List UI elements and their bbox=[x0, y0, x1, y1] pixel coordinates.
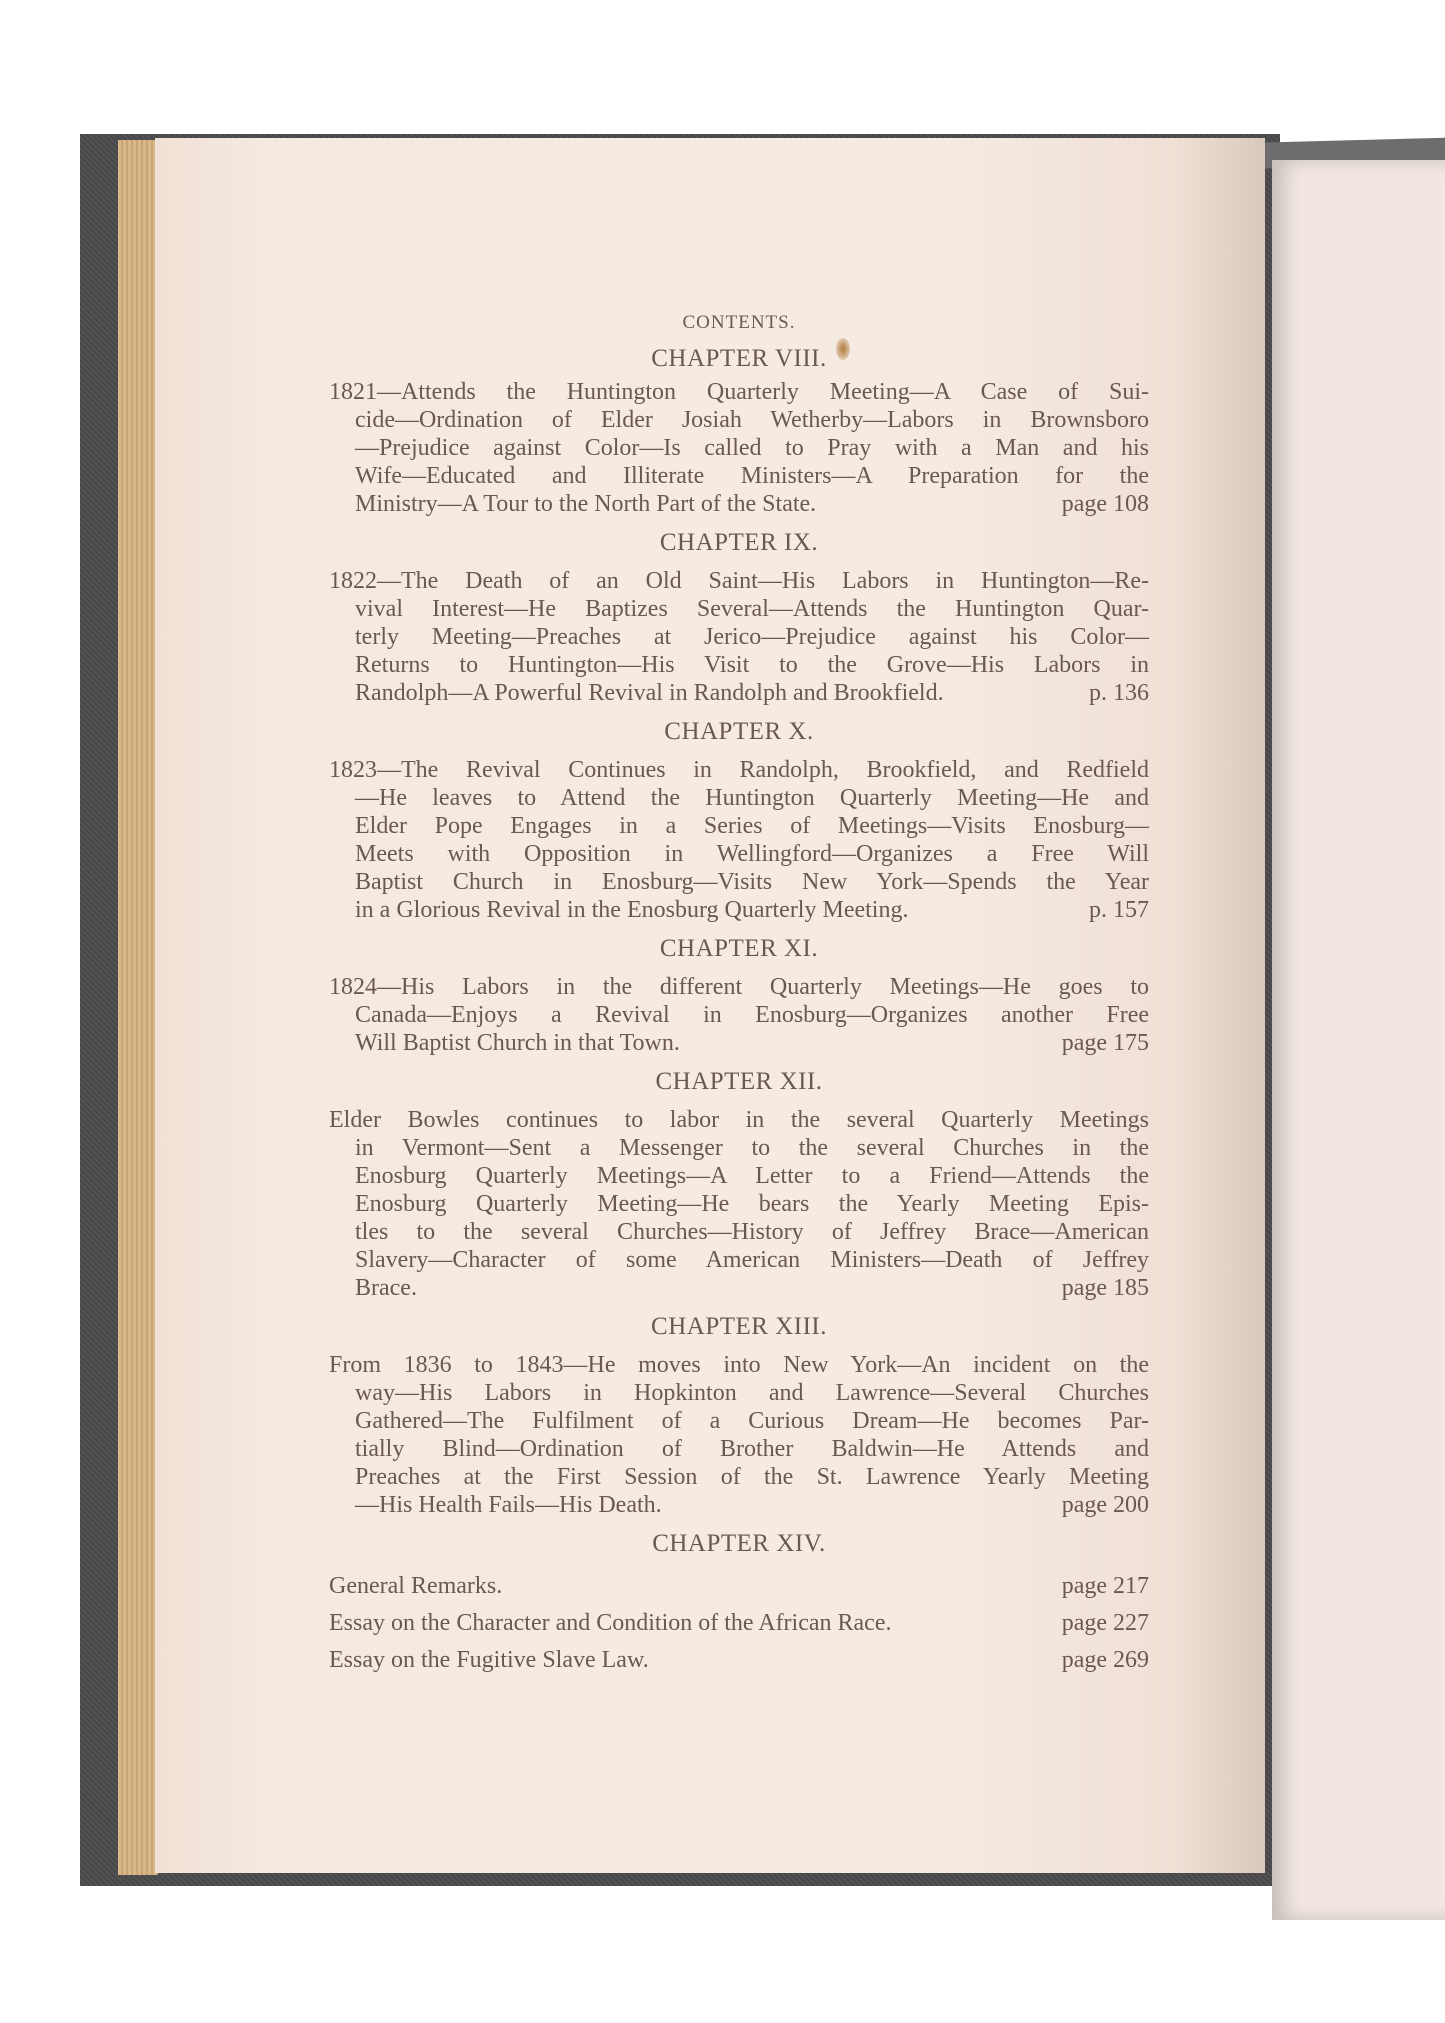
toc-entry bbox=[329, 1568, 1149, 1605]
toc-entry-line: tially Blind—Ordination of Brother Baldwin—He Attends and bbox=[355, 1436, 1149, 1462]
chapter-heading: CHAPTER IX. bbox=[659, 529, 819, 556]
toc-entry-line: in Vermont—Sent a Messenger to the several Churches in the bbox=[355, 1135, 1149, 1161]
entry-text: in a Glorious Revival in the Enosburg Quarterly Meeting. bbox=[355, 897, 909, 923]
toc-entry-line: 1823—The Revival Continues in Randolph, Brookfield, and Redfield bbox=[329, 757, 1149, 783]
chapter-section bbox=[329, 924, 1149, 1057]
entry-text: Brace. bbox=[355, 1275, 417, 1301]
toc-entry-last-line bbox=[329, 1274, 1149, 1302]
page-reference: page 269 bbox=[1061, 1647, 1149, 1673]
page-edges bbox=[118, 140, 158, 1875]
toc-entry-line: —Prejudice against Color—Is called to Pray with a Man and his bbox=[355, 435, 1149, 461]
page-reference: page 200 bbox=[1061, 1492, 1149, 1518]
toc-entry-line: Enosburg Quarterly Meeting—He bears the Yearly Meeting Epis- bbox=[355, 1191, 1149, 1217]
entry-text: Will Baptist Church in that Town. bbox=[355, 1030, 680, 1056]
chapter-heading: CHAPTER VIII. bbox=[651, 345, 827, 372]
chapter-heading: CHAPTER XIII. bbox=[651, 1313, 827, 1340]
entry-text: Essay on the Character and Condition of the African Race. bbox=[329, 1610, 892, 1636]
toc-entry-last-line bbox=[329, 1029, 1149, 1057]
toc-entry-line: cide—Ordination of Elder Josiah Wetherby—Labors in Brownsboro bbox=[355, 407, 1149, 433]
chapter-section bbox=[329, 1057, 1149, 1302]
toc-entry-line: way—His Labors in Hopkinton and Lawrence—Several Churches bbox=[355, 1380, 1149, 1406]
page-reference: page 217 bbox=[1061, 1573, 1149, 1599]
chapter-heading: CHAPTER XII. bbox=[655, 1068, 823, 1095]
toc-entry-line: Returns to Huntington—His Visit to the Grove—His Labors in bbox=[355, 652, 1149, 678]
toc-entry-line: Elder Pope Engages in a Series of Meetings—Visits Enosburg— bbox=[355, 813, 1149, 839]
toc-entry-line: Elder Bowles continues to labor in the several Quarterly Meetings bbox=[329, 1107, 1149, 1133]
toc-entry-line: Baptist Church in Enosburg—Visits New York—Spends the Year bbox=[355, 869, 1149, 895]
toc-entry bbox=[329, 1605, 1149, 1642]
chapter-section bbox=[329, 518, 1149, 707]
toc-entry-last-line bbox=[329, 490, 1149, 518]
entry-text: Ministry—A Tour to the North Part of the State. bbox=[355, 491, 817, 517]
page-reference: page 185 bbox=[1061, 1275, 1149, 1301]
toc-entry-line: tles to the several Churches—History of Jeffrey Brace—American bbox=[355, 1219, 1149, 1245]
page-reference: p. 136 bbox=[1089, 680, 1149, 706]
toc-entry-line: 1822—The Death of an Old Saint—His Labors in Huntington—Re- bbox=[329, 568, 1149, 594]
toc-entry-line: Wife—Educated and Illiterate Ministers—A Preparation for the bbox=[355, 463, 1149, 489]
toc-entry-last-line bbox=[329, 1491, 1149, 1519]
toc-entry-line: Preaches at the First Session of the St. Lawrence Yearly Meeting bbox=[355, 1464, 1149, 1490]
chapter-section bbox=[329, 1519, 1149, 1679]
page-reference: page 227 bbox=[1061, 1610, 1149, 1636]
toc-entry-line: Canada—Enjoys a Revival in Enosburg—Organizes another Free bbox=[355, 1002, 1149, 1028]
toc-entry-line: Enosburg Quarterly Meetings—A Letter to a Friend—Attends the bbox=[355, 1163, 1149, 1189]
entry-text: General Remarks. bbox=[329, 1573, 503, 1599]
toc-entry-line: From 1836 to 1843—He moves into New York—An incident on the bbox=[329, 1352, 1149, 1378]
entry-text: Essay on the Fugitive Slave Law. bbox=[329, 1647, 649, 1673]
chapter-section bbox=[329, 1302, 1149, 1519]
toc-entry-line: terly Meeting—Preaches at Jerico—Prejudice against his Color— bbox=[355, 624, 1149, 650]
chapter-section bbox=[329, 340, 1149, 518]
toc-entry-last-line bbox=[329, 679, 1149, 707]
toc-entry-last-line bbox=[329, 896, 1149, 924]
toc-entry-line: 1821—Attends the Huntington Quarterly Meeting—A Case of Sui- bbox=[329, 379, 1149, 405]
entry-text: Randolph—A Powerful Revival in Randolph and Brookfield. bbox=[355, 680, 944, 706]
entry-text: —His Health Fails—His Death. bbox=[355, 1492, 662, 1518]
toc-entry-line: Slavery—Character of some American Ministers—Death of Jeffrey bbox=[355, 1247, 1149, 1273]
table-of-contents bbox=[329, 306, 1149, 1679]
toc-entry-line: 1824—His Labors in the different Quarterly Meetings—He goes to bbox=[329, 974, 1149, 1000]
running-title: CONTENTS. bbox=[682, 312, 796, 333]
chapter-heading: CHAPTER XI. bbox=[659, 935, 819, 962]
toc-entry-line: Meets with Opposition in Wellingford—Organizes a Free Will bbox=[355, 841, 1149, 867]
page-reference: p. 157 bbox=[1089, 897, 1149, 923]
toc-entry-line: —He leaves to Attend the Huntington Quarterly Meeting—He and bbox=[355, 785, 1149, 811]
chapter-section bbox=[329, 707, 1149, 924]
toc-entry-line: Gathered—The Fulfilment of a Curious Dream—He becomes Par- bbox=[355, 1408, 1149, 1434]
toc-entry bbox=[329, 1642, 1149, 1679]
page-reference: page 108 bbox=[1061, 491, 1149, 517]
page-reference: page 175 bbox=[1061, 1030, 1149, 1056]
chapter-heading: CHAPTER X. bbox=[664, 718, 814, 745]
chapter-heading: CHAPTER XIV. bbox=[652, 1530, 826, 1557]
toc-entry-line: vival Interest—He Baptizes Several—Attends the Huntington Quar- bbox=[355, 596, 1149, 622]
facing-page bbox=[1272, 160, 1445, 1920]
